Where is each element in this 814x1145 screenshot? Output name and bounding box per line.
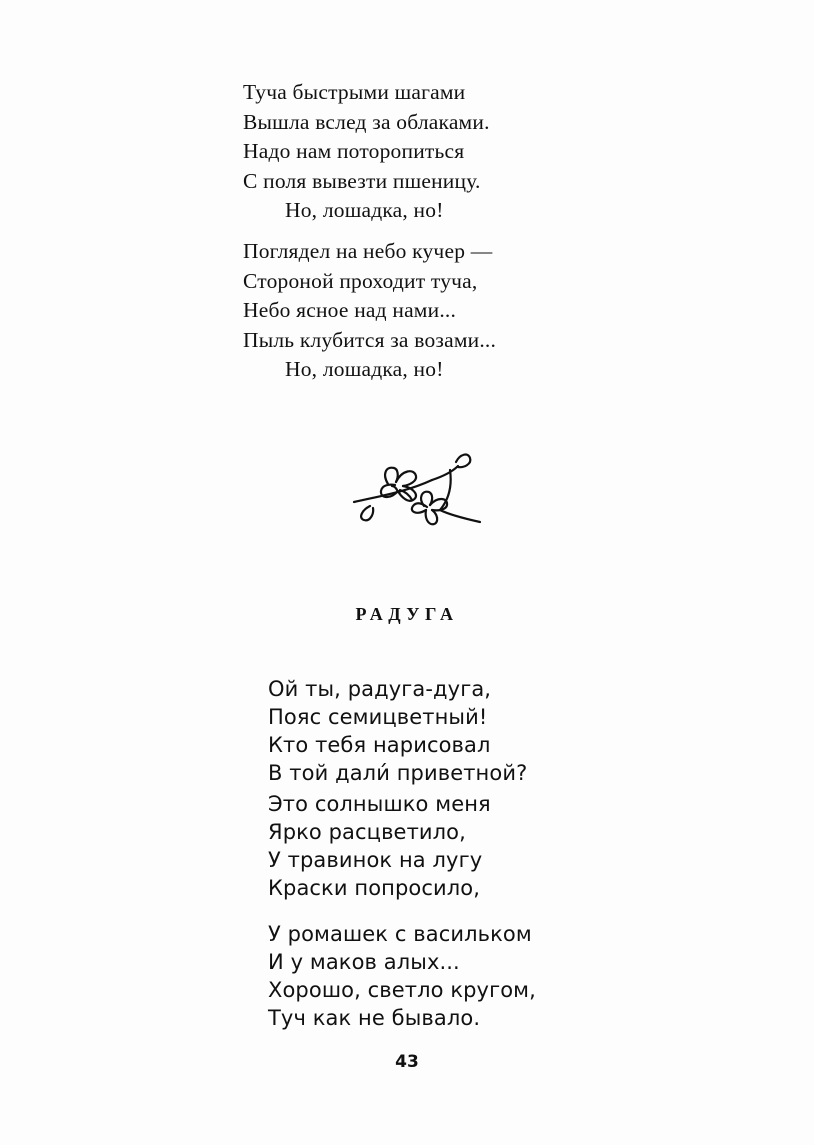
poem-line: Стороной проходит туча, xyxy=(243,268,478,293)
poem-line: Но, лошадка, но! xyxy=(285,198,444,222)
poem-line: Туч как не бывало. xyxy=(268,1006,481,1030)
page-title: РАДУГА xyxy=(355,604,459,624)
poem-line: Это солнышко меня xyxy=(268,792,491,816)
poem-line: Но, лошадка, но! xyxy=(285,357,444,381)
poem-line: Ярко расцветило, xyxy=(268,820,466,844)
poem-line: С поля вывезти пшеницу. xyxy=(243,168,481,193)
poem-line: У ромашек с васильком xyxy=(268,922,532,946)
poem-line: Ой ты, радуга-дуга, xyxy=(268,677,492,701)
poem-line: У травинок на лугу xyxy=(268,848,483,872)
poem-line: Вышла вслед за облаками. xyxy=(243,109,490,134)
poem-line: В той дали́ приветной? xyxy=(268,761,528,785)
poem-line: И у маков алых... xyxy=(268,950,460,974)
poem-line: Небо ясное над нами... xyxy=(243,298,457,322)
page-number: 43 xyxy=(395,1052,419,1072)
poem-line: Поглядел на небо кучер — xyxy=(243,239,493,263)
poem-line: Пыль клубится за возами... xyxy=(243,327,497,352)
poem-stanza xyxy=(268,675,527,787)
poem-line: Кто тебя нарисовал xyxy=(268,733,491,757)
flower-branch-ornament xyxy=(340,440,500,550)
poem-stanza xyxy=(268,920,536,1032)
poem-line: Пояс семицветный! xyxy=(268,705,488,729)
poem-line: Хорошо, светло кругом, xyxy=(268,978,536,1002)
poem-line: Туча быстрыми шагами xyxy=(243,80,466,104)
poem-stanza xyxy=(243,237,496,385)
poem-line: Надо нам поторопиться xyxy=(243,139,465,163)
poem-stanza xyxy=(268,790,491,902)
poem-line: Краски попросило, xyxy=(268,876,480,900)
poem-stanza xyxy=(243,78,490,226)
